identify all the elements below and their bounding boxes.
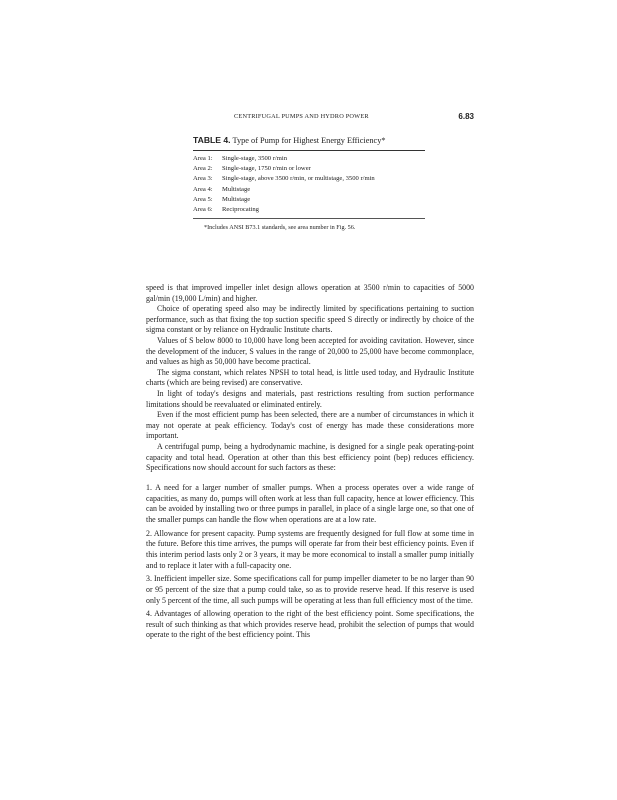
body-paragraph: Even if the most efficient pump has been selected, there are a number of circumstances in which it may not operate at peak efficiency. Today's cost of energy has made these considerations more important. <box>146 410 474 441</box>
body-paragraph: In light of today's designs and materials, past restrictions resulting from suction performance limitations should be reevaluated or eliminated entirely. <box>146 388 474 409</box>
table-caption <box>193 135 425 146</box>
table-row <box>193 205 425 215</box>
table-row-area: Area 4: <box>193 185 213 193</box>
list-item: 4. Advantages of allowing operation to the right of the best efficiency point. Some specifications, the result of such thinking as that which provides reserve head, prohibit the selection of pumps that would operate to the right of the best efficiency point. This <box>146 609 474 640</box>
page-number: 6.83 <box>458 112 474 121</box>
table-row <box>193 174 425 184</box>
table-row-type: Multistage <box>222 185 251 193</box>
table-row-area: Area 5: <box>193 195 213 203</box>
list-item: 1. A need for a larger number of smaller pumps. When a process operates over a wide range of capacities, as many do, pumps will often work at less than full capacity, hence at lower efficiency. This can be avoided by installing two or three pumps in parallel, in place of a single large one, so that one of the smaller pumps can handle the flow when operations are at a low rate. <box>146 483 474 524</box>
table-4 <box>193 135 425 232</box>
body-paragraph: Choice of operating speed also may be indirectly limited by specifications pertaining to suction performance, such as that fixing the top suction specific speed S directly or indirectly by choice of the sigma constant or by reliance on Hydraulic Institute charts. <box>146 304 474 335</box>
body-paragraph: speed is that improved impeller inlet design allows operation at 3500 r/min to capacities of 5000 gal/min (19,000 L/min) and higher. <box>146 283 474 303</box>
table-row-area: Area 3: <box>193 175 213 183</box>
body-paragraph: Values of S below 8000 to 10,000 have long been accepted for avoiding cavitation. However, since the development of the inducer, S values in the range of 20,000 to 25,000 have become commonplace, and values as high as 50,000 have become practical. <box>146 335 474 367</box>
table-rows <box>193 151 425 215</box>
table-footnote: *Includes ANSI B73.1 standards, see area number in Fig. 56. <box>204 224 356 232</box>
table-row-type: Single-stage, 3500 r/min <box>222 155 288 162</box>
running-head-title: CENTRIFUGAL PUMPS AND HYDRO POWER <box>234 113 369 120</box>
body-paragraph: A centrifugal pump, being a hydrodynamic machine, is designed for a single peak operating-point capacity and total head. Operation at other than this best efficiency point (bep) reduces efficiency. Specifications now should account for such factors as these: <box>146 441 474 473</box>
table-row-area: Area 1: <box>193 155 213 162</box>
table-row <box>193 164 425 174</box>
body-text <box>146 283 474 644</box>
table-row-type: Multistage <box>222 195 251 203</box>
table-bottom-rule <box>193 218 425 219</box>
list-item: 2. Allowance for present capacity. Pump systems are frequently designed for full flow at some time in the future. Before this time arrives, the pumps will operate far from their best efficiency points. Even if this interim period lasts only 2 or 3 years, it may be more economical to install a smaller pump initially and to replace it later with a full-capacity one. <box>146 528 474 570</box>
running-head <box>146 113 474 125</box>
table-row <box>193 195 425 205</box>
table-row-area: Area 6: <box>193 206 213 214</box>
factor-list <box>146 483 474 641</box>
table-caption-text: Type of Pump for Highest Energy Efficiency* <box>232 136 386 145</box>
table-row <box>193 185 425 195</box>
table-row-type: Reciprocating <box>222 206 259 214</box>
table-row <box>193 154 425 164</box>
table-row-type: Single-stage, 1750 r/min or lower <box>222 165 311 173</box>
list-item: 3. Inefficient impeller size. Some specifications call for pump impeller diameter to be no larger than 90 or 95 percent of the size that a pump could take, so as to provide reserve head. If this reserve is used only 5 percent of the time, all such pumps will be operating at less than full efficiency most of the time. <box>146 574 474 605</box>
body-paragraph: The sigma constant, which relates NPSH to total head, is little used today, and Hydraulic Institute charts (which are being revised) are conservative. <box>146 367 474 388</box>
table-label: TABLE 4. <box>193 135 231 145</box>
table-row-area: Area 2: <box>193 165 213 173</box>
table-row-type: Single-stage, above 3500 r/min, or multistage, 3500 r/min <box>222 175 375 183</box>
